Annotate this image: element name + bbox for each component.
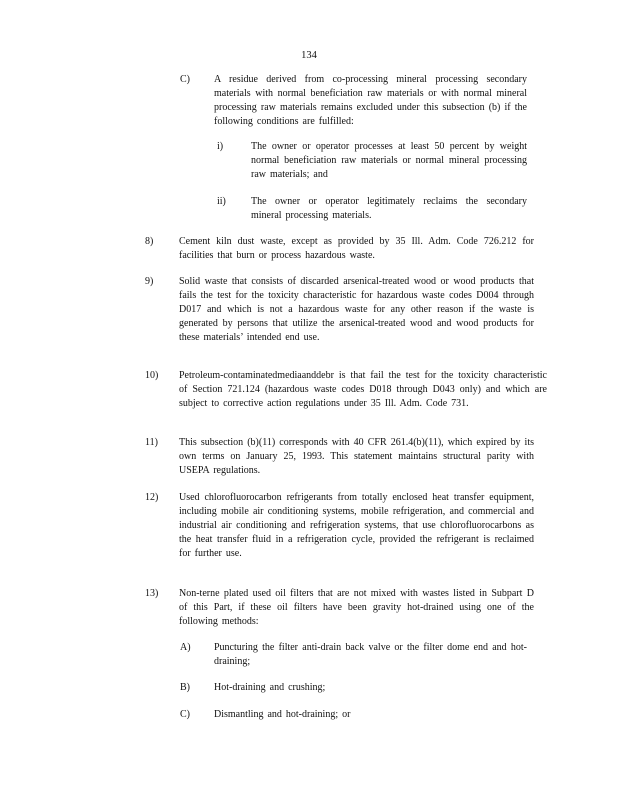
item-text: Cement kiln dust waste, except as provided by 35 Ill. Adm. Code 726.212 for facilities that burn or process hazardous waste. (179, 236, 534, 261)
item-text: Non-terne plated used oil filters that are not mixed with wastes listed in Subpart D of this Part, if these oil filters have been gravity hot-drained using one of the following methods: (179, 588, 534, 627)
item-text: Petroleum-contaminatedmediaanddebr is that fail the test for the toxicity characteristic of Section 721.124 (hazardous waste codes D018 through D043 only) and which are subject to corrective action regulations under 35 Ill. Adm. Code 731. (179, 370, 547, 409)
item-text: Puncturing the filter anti-drain back valve or the filter dome end and hot-draining; (214, 642, 527, 667)
item-label: i) (217, 141, 224, 152)
item-text: This subsection (b)(11) corresponds with 40 CFR 261.4(b)(11), which expired by its own terms on January 25, 1993. This statement maintains structural parity with USEPA regulations. (179, 437, 534, 476)
item-label: 9) (145, 276, 154, 287)
item-text: Dismantling and hot-draining; or (214, 709, 351, 720)
item-text: Hot-draining and crushing; (214, 682, 326, 693)
item-label: B) (180, 682, 190, 693)
item-label: 11) (145, 437, 158, 448)
item-label: C) (180, 74, 190, 85)
item-label: 8) (145, 236, 154, 247)
item-text: The owner or operator legitimately reclaims the secondary mineral processing materials. (251, 196, 527, 221)
item-label: A) (180, 642, 191, 653)
page-number: 134 (301, 50, 317, 61)
item-text: Solid waste that consists of discarded arsenical-treated wood or wood products that fails the test for the toxicity characteristic for hazardous waste codes D004 through D017 and which is not a hazardous waste for any other reason if the waste is generated by persons that utilize the arsenical-treated wood and wood products for these materials’ intended end use. (179, 276, 534, 343)
item-label: 10) (145, 370, 159, 381)
item-text: The owner or operator processes at least 50 percent by weight normal beneficiation raw materials or normal mineral processing raw materials; and (251, 141, 527, 180)
item-text: Used chlorofluorocarbon refrigerants from totally enclosed heat transfer equipment, including mobile air conditioning systems, mobile refrigeration, and commercial and industrial air conditioning and refrigeration systems, that use chlorofluorocarbons as the heat transfer fluid in a refrigeration cycle, provided the refrigerant is reclaimed for further use. (179, 492, 534, 559)
item-text: A residue derived from co-processing mineral processing secondary materials with normal beneficiation raw materials or with normal mineral processing raw materials remains excluded under this subsection (b) if the following conditions are fulfilled: (214, 74, 527, 127)
item-label: 13) (145, 588, 159, 599)
item-label: ii) (217, 196, 226, 207)
item-label: C) (180, 709, 190, 720)
item-label: 12) (145, 492, 159, 503)
